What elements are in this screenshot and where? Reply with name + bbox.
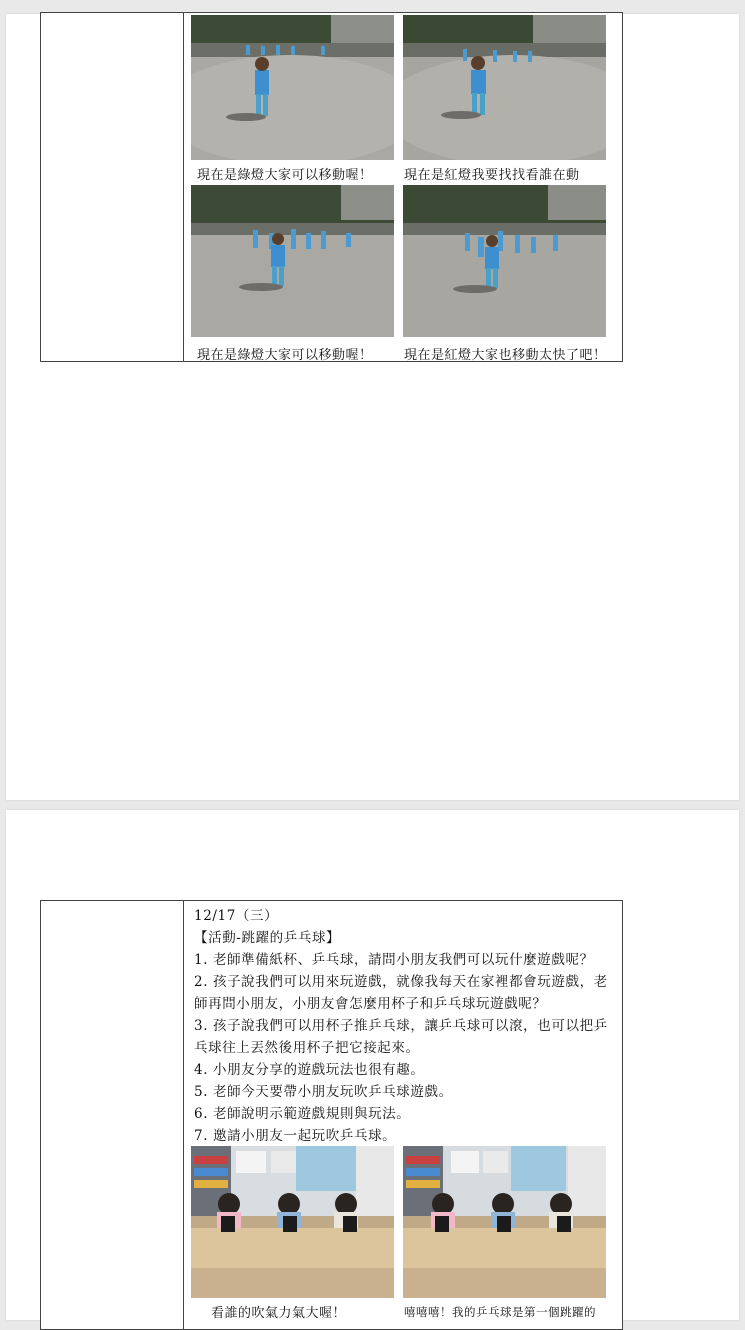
photo-caption: 看誰的吹氣力氣大喔！ <box>211 1306 347 1321</box>
document-page-1 <box>6 14 739 800</box>
activity-line: 1. 老師準備紙杯、乒乓球，請問小朋友我們可以玩什麼遊戲呢？ <box>194 952 594 968</box>
document-page-2 <box>6 810 739 1320</box>
activity-line: 2. 孩子說我們可以用來玩遊戲，就像我每天在家裡都會玩遊戲，老 <box>194 974 608 990</box>
photo-caption: 現在是紅燈大家也移動太快了吧！ <box>404 348 607 363</box>
photo-classroom-1 <box>191 1146 394 1298</box>
photo-caption: 現在是綠燈大家可以移動喔！ <box>197 168 373 183</box>
photo-playground-2 <box>403 15 606 160</box>
activity-line: 3. 孩子說我們可以用杯子推乒乓球，讓乒乓球可以滾，也可以把乒 <box>194 1018 608 1034</box>
activity-line: 7. 邀請小朋友一起玩吹乒乓球。 <box>194 1128 397 1144</box>
photo-caption: 現在是紅燈我要找找看誰在動 <box>404 168 580 183</box>
photo-caption: 現在是綠燈大家可以移動喔！ <box>197 348 373 363</box>
activity-title: 【活動-跳躍的乒乓球】 <box>194 930 341 946</box>
photo-caption: 嘻嘻嘻！我的乒乓球是第一個跳躍的 <box>404 1305 596 1319</box>
photo-classroom-2 <box>403 1146 606 1298</box>
activity-line: 乓球往上丟然後用杯子把它接起來。 <box>194 1040 420 1056</box>
activity-line: 6. 老師說明示範遊戲規則與玩法。 <box>194 1106 411 1122</box>
activity-line: 師再問小朋友，小朋友會怎麼用杯子和乒乓球玩遊戲呢？ <box>194 996 547 1012</box>
activity-line: 5. 老師今天要帶小朋友玩吹乒乓球遊戲。 <box>194 1084 453 1100</box>
photo-playground-3 <box>191 185 394 337</box>
photo-playground-4 <box>403 185 606 337</box>
photo-playground-1 <box>191 15 394 160</box>
activity-date: 12/17（三） <box>194 908 279 924</box>
activity-line: 4. 小朋友分享的遊戲玩法也很有趣。 <box>194 1062 425 1078</box>
